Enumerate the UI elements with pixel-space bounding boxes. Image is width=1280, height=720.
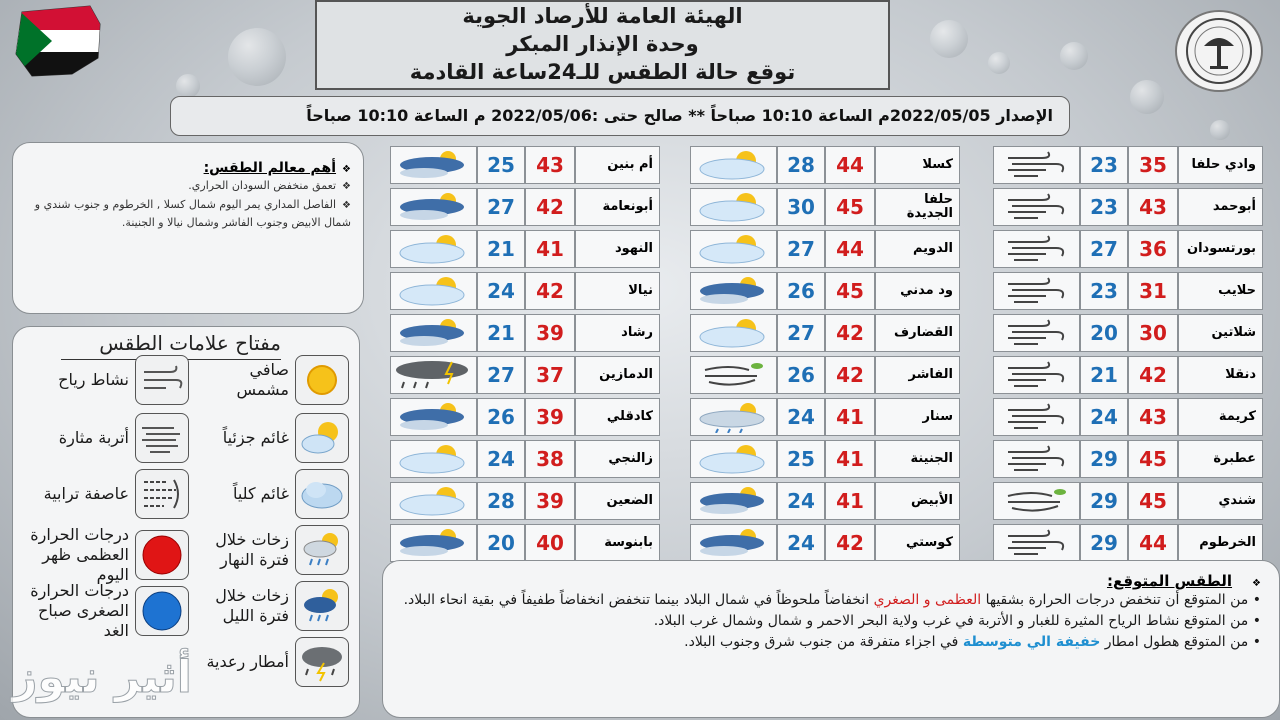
max-temp: 39 [525,314,575,352]
dust-icon [993,482,1080,520]
water-drop [1210,120,1230,140]
city-name: بورتسودان [1178,230,1263,268]
night-showers-icon [295,581,349,631]
min-temp: 26 [477,398,525,436]
forecast-highlight-blue: خفيفة الي متوسطة [962,634,1101,650]
city-name: الضعين [575,482,660,520]
partly-cloudy-icon [295,413,349,463]
min-temp: 28 [777,146,825,184]
city-row [993,524,1263,562]
thunderstorm-icon [295,637,349,687]
legend-item-night-showers [199,581,349,631]
max-temp: 36 [1128,230,1178,268]
min-temp: 29 [1080,440,1128,478]
forecast-line-1: • من المتوقع أن تنخفض درجات الحرارة بشقيها العظمى و الصغري انخفاضاً ملحوظاً في شمال البلاد بينما تنخفض انخفاضاً طفيفاً في بقية انحاء البلاد. [403,592,1261,608]
partly-cloudy-icon [690,188,777,226]
max-temp: 42 [1128,356,1178,394]
max-temp: 43 [1128,398,1178,436]
forecast-text: من المتوقع هطول امطار [1104,634,1249,650]
night-showers-icon [390,314,477,352]
city-name: كوستي [875,524,960,562]
city-name: أم بنين [575,146,660,184]
legend-label: غائم كلياً [232,484,289,503]
header-title-box [315,0,890,90]
max-temp: 45 [825,272,875,310]
city-row [390,356,660,394]
city-name: شندي [1178,482,1263,520]
max-temp: 41 [825,482,875,520]
header-line-3: توقع حالة الطقس للـ24ساعة القادمة [409,60,796,84]
legend-item-max-temp [29,525,189,585]
forecast-text: انخفاضاً ملحوظاً في شمال البلاد بينما تنخفض انخفاضاً طفيفاً في بقية انحاء البلاد. [403,592,870,608]
min-temp: 27 [477,188,525,226]
legend-item-min-temp [29,581,189,641]
city-row [993,272,1263,310]
max-temp: 42 [525,188,575,226]
city-name: الدويم [875,230,960,268]
city-row [690,524,960,562]
city-row [993,356,1263,394]
water-drop [228,28,286,86]
max-temp: 35 [1128,146,1178,184]
city-name: حلايب [1178,272,1263,310]
city-row [690,440,960,478]
min-temp: 26 [777,272,825,310]
forecast-line-3: • من المتوقع هطول امطار خفيفة الي متوسطة في اجزاء متفرقة من جنوب شرق وجنوب البلاد. [684,634,1261,650]
city-row [993,482,1263,520]
forecast-line-2: • من المتوقع نشاط الرياح المثيرة للغبار و الأتربة في غرب ولاية البحر الاحمر و شمال وشمال غرب البلاد. [653,613,1261,629]
min-temp: 24 [1080,398,1128,436]
max-temp: 42 [825,314,875,352]
legend-label: نشاط رياح [58,370,129,389]
max-temp: 42 [825,356,875,394]
city-name: شلاتين [1178,314,1263,352]
min-temp: 24 [777,482,825,520]
max-temp: 45 [1128,482,1178,520]
legend-item-wind [58,355,189,405]
city-row [390,272,660,310]
city-name: رشاد [575,314,660,352]
max-temp: 44 [825,146,875,184]
city-name: القضارف [875,314,960,352]
cloudy-icon [295,469,349,519]
city-name: كادقلي [575,398,660,436]
night-showers-icon [390,188,477,226]
city-name: الفاشر [875,356,960,394]
legend-label: أتربة مثارة [58,428,129,447]
city-row [690,356,960,394]
max-temp: 41 [825,440,875,478]
city-name: ود مدني [875,272,960,310]
min-temp: 29 [1080,482,1128,520]
water-drop [988,52,1010,74]
max-temp: 45 [825,188,875,226]
max-temp-icon [135,530,189,580]
city-row [390,440,660,478]
wind-icon [993,440,1080,478]
city-row [690,314,960,352]
partly-cloudy-icon [690,314,777,352]
city-name: الخرطوم [1178,524,1263,562]
water-drop [176,74,200,98]
min-temp: 25 [477,146,525,184]
max-temp: 43 [1128,188,1178,226]
city-name: الجنينة [875,440,960,478]
city-row [390,146,660,184]
city-row [690,230,960,268]
thunderstorm-icon [390,356,477,394]
forecast-text: من المتوقع أن تنخفض درجات الحرارة بشقيها [985,592,1249,608]
city-name: الدمازين [575,356,660,394]
partly-cloudy-icon [690,440,777,478]
weather-highlights-card: ❖أهم معالم الطقس: ❖تعمق منخفض السودان الحراري. ❖الفاصل المداري يمر اليوم شمال كسلا , الخرطوم و جنوب شندي و شمال الابيض وجنوب الفاشر وشمال نيالا و الجنينة. [12,142,364,314]
max-temp: 30 [1128,314,1178,352]
partly-cloudy-icon [690,146,777,184]
max-temp: 41 [825,398,875,436]
wind-icon [993,314,1080,352]
water-drop [930,20,968,58]
wind-icon [993,146,1080,184]
legend-item-thunderstorm [206,637,349,687]
city-row [993,398,1263,436]
min-temp: 23 [1080,188,1128,226]
legend-item-sunny [229,355,349,405]
legend-item-cloudy [233,469,349,519]
max-temp: 37 [525,356,575,394]
city-row [390,314,660,352]
min-temp: 27 [1080,230,1128,268]
legend-label: درجات الحرارة الصغرى صباح الغد [30,581,129,640]
night-showers-icon [390,398,477,436]
wind-icon [993,356,1080,394]
city-row [690,146,960,184]
day-showers-icon [690,398,777,436]
city-name: وادي حلفا [1178,146,1263,184]
city-name: كسلا [875,146,960,184]
header-line-1: الهيئة العامة للأرصاد الجوية [462,4,743,28]
partly-cloudy-icon [390,272,477,310]
min-temp: 24 [777,398,825,436]
city-name: سنار [875,398,960,436]
city-row [993,440,1263,478]
forecast-text: من المتوقع نشاط الرياح المثيرة للغبار و الأتربة في غرب ولاية البحر الاحمر و شمال وشمال غرب البلاد. [653,613,1249,629]
max-temp: 31 [1128,272,1178,310]
night-showers-icon [690,524,777,562]
min-temp: 24 [777,524,825,562]
city-name: نيالا [575,272,660,310]
meteorological-authority-logo [1175,10,1263,92]
forecast-text: في اجزاء متفرقة من جنوب شرق وجنوب البلاد. [684,634,959,650]
highlight-item: الفاصل المداري يمر اليوم شمال كسلا , الخرطوم و جنوب شندي و شمال الابيض وجنوب الفاشر وشمال نيالا و الجنينة. [34,198,351,229]
max-temp: 39 [525,398,575,436]
partly-cloudy-icon [390,440,477,478]
legend-label: غائم جزئياً [222,428,289,447]
city-column-right [993,146,1263,562]
legend-label: زخات خلال فترة الليل [215,586,289,625]
wind-icon [993,272,1080,310]
highlight-item: تعمق منخفض السودان الحراري. [188,179,337,192]
min-temp: 27 [777,314,825,352]
city-row [690,398,960,436]
min-temp: 25 [777,440,825,478]
legend-label: عاصفة ترابية [43,484,129,503]
sun-icon [295,355,349,405]
max-temp: 42 [825,524,875,562]
city-name: أبونعامة [575,188,660,226]
max-temp: 44 [1128,524,1178,562]
min-temp: 29 [1080,524,1128,562]
min-temp: 28 [477,482,525,520]
water-drop [1060,42,1088,70]
highlights-title: أهم معالم الطقس: [203,160,337,176]
max-temp: 38 [525,440,575,478]
min-temp: 23 [1080,146,1128,184]
news-watermark: أثير نيوز [12,652,192,703]
wind-icon [993,524,1080,562]
legend-item-dust [59,413,189,463]
legend-item-day-showers [199,525,349,575]
city-column-left [390,146,660,562]
city-name: النهود [575,230,660,268]
night-showers-icon [390,524,477,562]
legend-title: مفتاح علامات الطقس [99,331,281,355]
max-temp: 39 [525,482,575,520]
dust-icon [135,413,189,463]
wind-icon [993,398,1080,436]
partly-cloudy-icon [690,230,777,268]
night-showers-icon [690,272,777,310]
legend-label: زخات خلال فترة النهار [215,530,289,569]
header-line-2: وحدة الإنذار المبكر [506,32,699,56]
min-temp: 21 [477,314,525,352]
min-temp: 27 [777,230,825,268]
city-row [690,272,960,310]
max-temp: 42 [525,272,575,310]
day-showers-icon [295,525,349,575]
min-temp: 21 [477,230,525,268]
city-name: كريمة [1178,398,1263,436]
legend-label: أمطار رعدية [206,652,289,671]
city-row [390,524,660,562]
city-name: بابنوسة [575,524,660,562]
min-temp: 30 [777,188,825,226]
city-row [390,398,660,436]
wind-icon [135,355,189,405]
partly-cloudy-icon [390,230,477,268]
max-temp: 41 [525,230,575,268]
city-row [690,188,960,226]
duststorm-icon [135,469,189,519]
min-temp: 24 [477,440,525,478]
forecast-title: الطقس المتوقع: [1106,572,1233,590]
max-temp: 45 [1128,440,1178,478]
min-temp: 24 [477,272,525,310]
city-row [390,230,660,268]
water-drop [1130,80,1164,114]
wind-icon [993,188,1080,226]
night-showers-icon [390,146,477,184]
max-temp: 44 [825,230,875,268]
min-temp: 20 [477,524,525,562]
city-row [390,188,660,226]
wind-icon [993,230,1080,268]
legend-item-partly-cloudy [223,413,349,463]
partly-cloudy-icon [390,482,477,520]
city-name: أبوحمد [1178,188,1263,226]
legend-label: صافي مشمس [236,360,289,399]
min-temp: 20 [1080,314,1128,352]
sudan-flag [12,4,104,78]
min-temp: 21 [1080,356,1128,394]
forecast-highlight-red: العظمى و الصغري [873,592,982,608]
legend-item-duststorm [44,469,189,519]
city-row [993,188,1263,226]
min-temp-icon [135,586,189,636]
city-name: زالنجي [575,440,660,478]
city-row [690,482,960,520]
city-name: دنقلا [1178,356,1263,394]
min-temp: 26 [777,356,825,394]
expected-weather-card: ❖الطقس المتوقع: • من المتوقع أن تنخفض درجات الحرارة بشقيها العظمى و الصغري انخفاضاً ملحوظاً في شمال البلاد بينما تنخفض انخفاضاً طفيفاً في بقية انحاء البلاد. • من المتوقع نشاط الرياح المثيرة للغبار و الأتربة في غرب ولاية البحر الاحمر و شمال وشمال غرب البلاد. • من المتوقع هطول امطار خفيفة الي متوسطة في اجزاء متفرقة من جنوب شرق وجنوب البلاد. [382,560,1280,718]
issue-validity-bar: الإصدار 2022/05/05م الساعة 10:10 صباحاً ** صالح حتى :2022/05/06 م الساعة 10:10 صباحاً [170,96,1070,136]
city-row [390,482,660,520]
city-row [993,230,1263,268]
dust-icon [690,356,777,394]
min-temp: 27 [477,356,525,394]
city-row [993,146,1263,184]
city-name: حلفا الجديدة [875,188,960,226]
max-temp: 43 [525,146,575,184]
max-temp: 40 [525,524,575,562]
legend-label: درجات الحرارة العظمى ظهر اليوم [30,525,129,584]
city-name: الأبيض [875,482,960,520]
city-row [993,314,1263,352]
night-showers-icon [690,482,777,520]
city-name: عطبرة [1178,440,1263,478]
city-column-middle [690,146,960,562]
min-temp: 23 [1080,272,1128,310]
